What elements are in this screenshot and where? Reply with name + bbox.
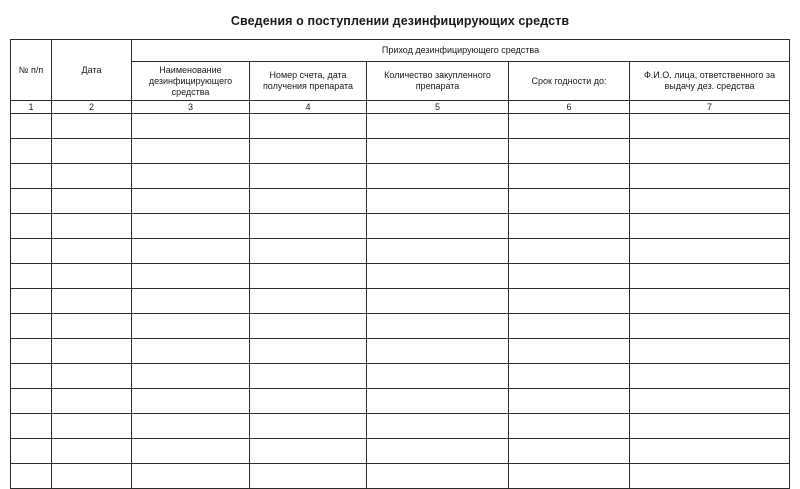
table-cell (250, 389, 367, 414)
table-cell (11, 264, 52, 289)
column-header-quantity: Количество закупленного препарата (367, 62, 509, 101)
table-cell (250, 339, 367, 364)
table-cell (509, 164, 630, 189)
table-row (11, 289, 790, 314)
table-cell (509, 289, 630, 314)
table-cell (509, 439, 630, 464)
table-cell (132, 439, 250, 464)
table-cell (630, 314, 790, 339)
table-cell (367, 439, 509, 464)
column-number: 4 (250, 101, 367, 114)
table-row (11, 464, 790, 489)
table-cell (52, 364, 132, 389)
table-cell (52, 189, 132, 214)
table-cell (367, 114, 509, 139)
column-number: 5 (367, 101, 509, 114)
table-cell (11, 139, 52, 164)
table-cell (630, 114, 790, 139)
table-cell (132, 239, 250, 264)
table-cell (52, 339, 132, 364)
table-cell (132, 464, 250, 489)
table-cell (52, 264, 132, 289)
table-cell (52, 139, 132, 164)
table-cell (132, 139, 250, 164)
table-cell (250, 414, 367, 439)
table-cell (11, 189, 52, 214)
table-cell (11, 464, 52, 489)
table-cell (11, 239, 52, 264)
table-cell (367, 314, 509, 339)
table-cell (11, 339, 52, 364)
table-cell (630, 464, 790, 489)
table-cell (250, 364, 367, 389)
table-cell (52, 239, 132, 264)
table-cell (630, 439, 790, 464)
table-cell (367, 189, 509, 214)
table-row (11, 314, 790, 339)
table-row (11, 164, 790, 189)
table-cell (250, 139, 367, 164)
table-cell (132, 364, 250, 389)
table-cell (11, 214, 52, 239)
table-cell (250, 289, 367, 314)
table-cell (250, 189, 367, 214)
table-cell (11, 414, 52, 439)
table-cell (630, 364, 790, 389)
table-cell (509, 189, 630, 214)
table-cell (250, 214, 367, 239)
column-header-date: Дата (52, 40, 132, 101)
table-cell (367, 389, 509, 414)
column-group-header-receipt: Приход дезинфицирующего средства (132, 40, 790, 62)
table-cell (132, 189, 250, 214)
table-cell (250, 164, 367, 189)
table-cell (52, 214, 132, 239)
table-cell (367, 414, 509, 439)
table-cell (11, 114, 52, 139)
column-header-invoice: Номер счета, дата получения препарата (250, 62, 367, 101)
column-header-expiry: Срок годности до: (509, 62, 630, 101)
table-cell (132, 389, 250, 414)
table-cell (132, 114, 250, 139)
table-row (11, 339, 790, 364)
table-body (11, 114, 790, 489)
table-cell (630, 214, 790, 239)
column-number: 2 (52, 101, 132, 114)
table-cell (509, 239, 630, 264)
table-cell (52, 289, 132, 314)
table-cell (52, 389, 132, 414)
column-number-row (11, 101, 790, 114)
column-header-number: № п/п (11, 40, 52, 101)
table-cell (52, 164, 132, 189)
table-cell (250, 464, 367, 489)
table-cell (250, 239, 367, 264)
column-header-responsible: Ф.И.О. лица, ответственного за выдачу дез. средства (630, 62, 790, 101)
table-cell (367, 364, 509, 389)
table-cell (11, 164, 52, 189)
table-cell (52, 314, 132, 339)
table-cell (509, 264, 630, 289)
column-number: 7 (630, 101, 790, 114)
table-cell (367, 464, 509, 489)
table-cell (52, 464, 132, 489)
table-cell (630, 264, 790, 289)
column-number: 1 (11, 101, 52, 114)
column-header-name: Наименование дезинфицирующего средства (132, 62, 250, 101)
table-cell (367, 214, 509, 239)
table-cell (250, 439, 367, 464)
table-cell (132, 264, 250, 289)
table-cell (11, 364, 52, 389)
table-cell (52, 414, 132, 439)
table-cell (509, 389, 630, 414)
table-row (11, 389, 790, 414)
table-cell (11, 289, 52, 314)
table-cell (367, 139, 509, 164)
table-cell (250, 314, 367, 339)
table-cell (367, 239, 509, 264)
table-cell (367, 164, 509, 189)
table-cell (367, 289, 509, 314)
table-row (11, 364, 790, 389)
table-cell (250, 114, 367, 139)
table-cell (509, 339, 630, 364)
table-cell (509, 314, 630, 339)
table-cell (52, 114, 132, 139)
table-row (11, 239, 790, 264)
table-cell (630, 139, 790, 164)
table-row (11, 114, 790, 139)
table-cell (630, 339, 790, 364)
table-cell (630, 389, 790, 414)
table-cell (630, 414, 790, 439)
table-row (11, 214, 790, 239)
table-cell (630, 164, 790, 189)
table-cell (250, 264, 367, 289)
table-row (11, 139, 790, 164)
table-cell (132, 339, 250, 364)
table-row (11, 439, 790, 464)
table-cell (509, 414, 630, 439)
table-cell (132, 214, 250, 239)
disinfectant-receipt-table (10, 39, 790, 489)
column-number: 6 (509, 101, 630, 114)
page-title: Сведения о поступлении дезинфицирующих средств (230, 14, 570, 28)
table-cell (509, 139, 630, 164)
table-cell (132, 314, 250, 339)
table-cell (11, 389, 52, 414)
table-row (11, 414, 790, 439)
table-cell (132, 414, 250, 439)
column-number: 3 (132, 101, 250, 114)
table-cell (630, 289, 790, 314)
table-cell (509, 214, 630, 239)
table-cell (509, 464, 630, 489)
table-cell (11, 439, 52, 464)
table-cell (367, 264, 509, 289)
table-cell (132, 289, 250, 314)
table-row (11, 264, 790, 289)
table-header-row (11, 40, 790, 62)
table-cell (132, 164, 250, 189)
table-cell (630, 189, 790, 214)
table-cell (11, 314, 52, 339)
table-cell (509, 364, 630, 389)
table-cell (52, 439, 132, 464)
table-cell (630, 239, 790, 264)
table-row (11, 189, 790, 214)
table-cell (367, 339, 509, 364)
table-cell (509, 114, 630, 139)
